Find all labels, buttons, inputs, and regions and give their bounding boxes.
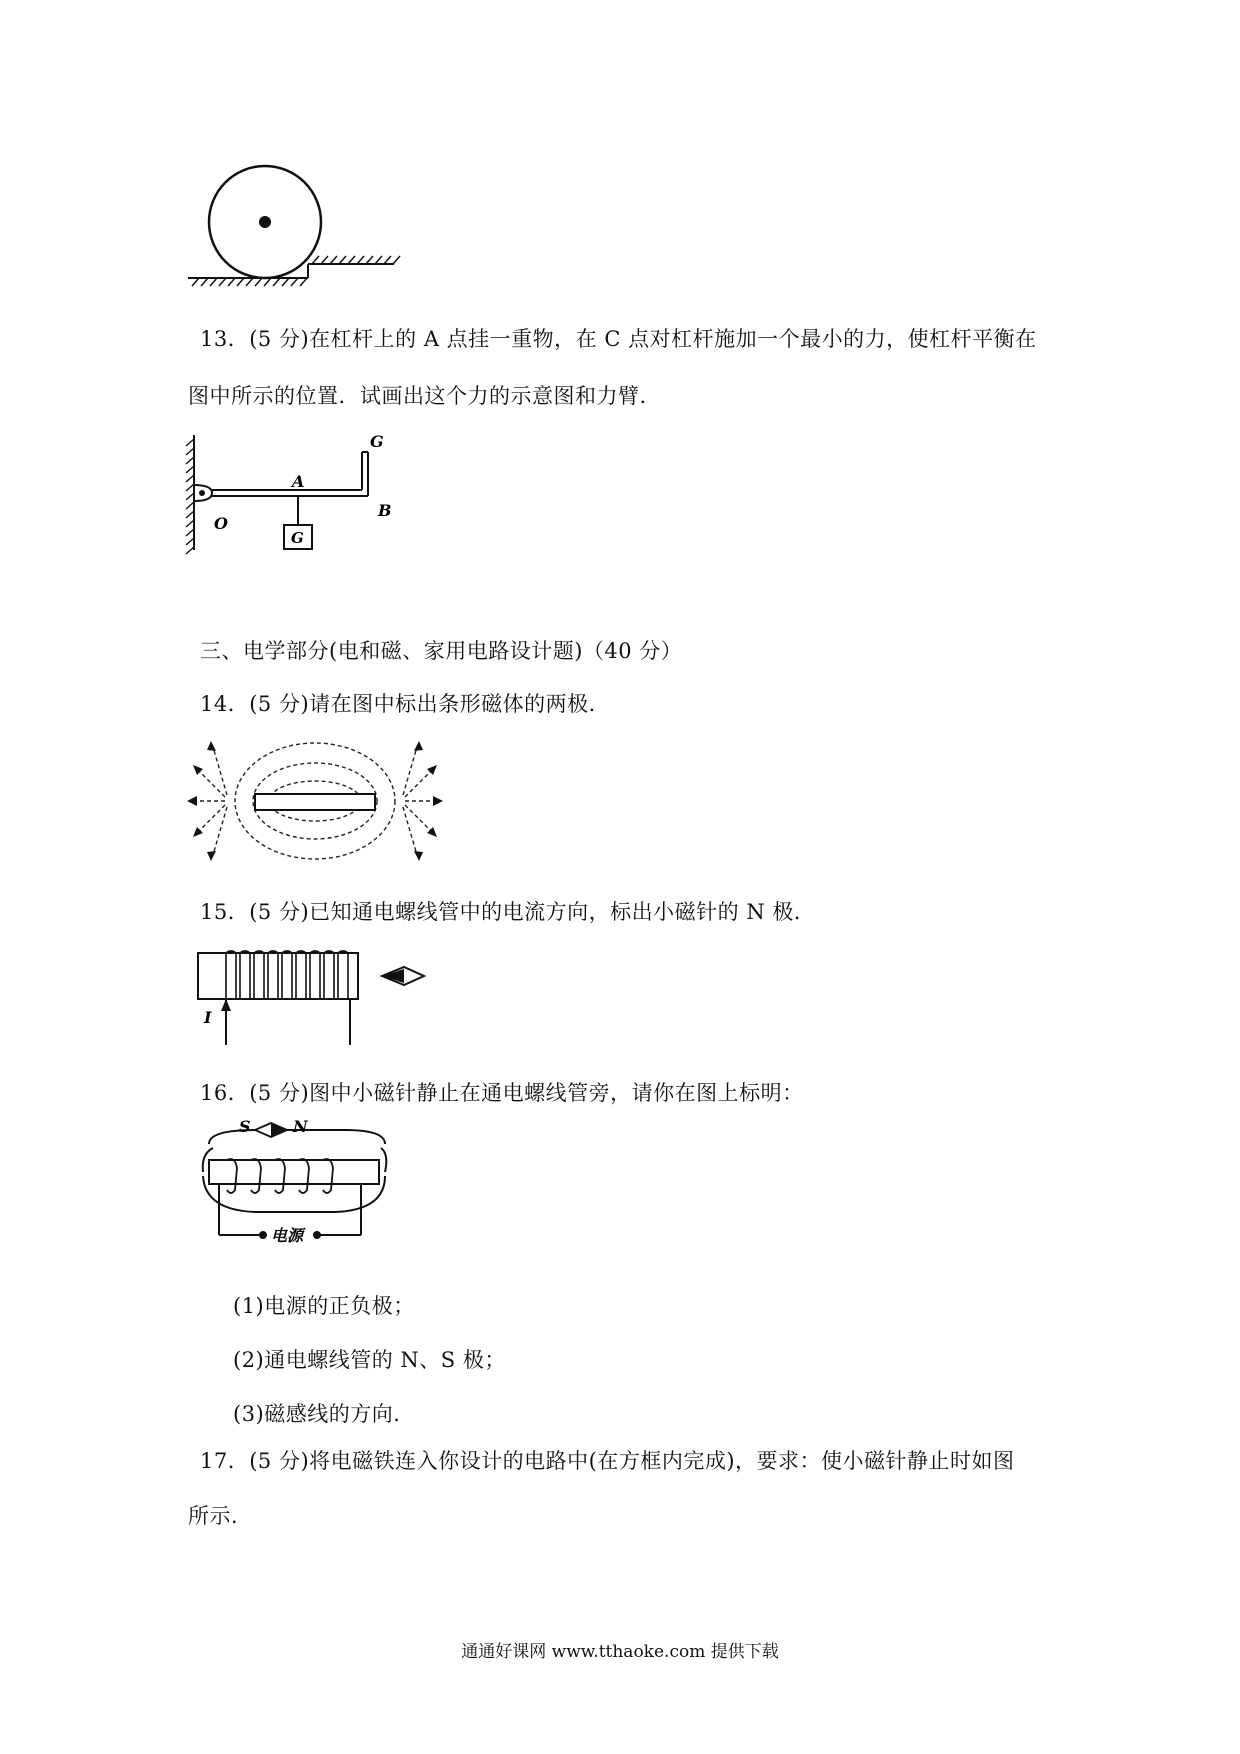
label-O: O [214,514,228,533]
label-A: A [292,472,305,491]
label-B: B [378,501,392,520]
q14-text: 14．(5 分)请在图中标出条形磁体的两极． [200,692,611,716]
current-label: I [204,1008,212,1027]
solenoid-figure [190,945,430,1055]
needle-n-label: N [293,1120,308,1136]
section3-heading: 三、电学部分(电和磁、家用电路设计题)（40 分） [200,639,683,663]
q17-text-line2: 所示． [188,1504,253,1528]
q16-item-1: (1)电源的正负极； [233,1294,415,1318]
needle-s-label: S [239,1120,251,1136]
bar-magnet-figure [185,735,445,865]
solenoid-power-figure [195,1120,395,1255]
q16-item-2: (2)通电螺线管的 N、S 极； [233,1348,506,1372]
lever-figure [180,425,410,560]
power-label: 电源 [271,1226,304,1245]
q13-text-line1: 13．(5 分)在杠杆上的 A 点挂一重物，在 C 点对杠杆施加一个最小的力，使杠杆平衡在 [200,327,1037,351]
q15-text: 15．(5 分)已知通电螺线管中的电流方向，标出小磁针的 N 极． [200,900,816,924]
q16-text: 16．(5 分)图中小磁针静止在通电螺线管旁，请你在图上标明： [200,1081,804,1105]
q17-text-line1: 17．(5 分)将电磁铁连入你设计的电路中(在方框内完成)，要求：使小磁针静止时如图 [200,1449,1015,1473]
page-footer: 通通好课网 www.tthaoke.com 提供下载 [461,1642,779,1662]
q13-text-line2: 图中所示的位置．试画出这个力的示意图和力臂． [188,384,661,408]
q16-item-3: (3)磁感线的方向． [233,1402,415,1426]
label-weight: G [291,529,304,547]
wheel-step-figure [180,160,410,300]
label-C: G [370,432,384,451]
